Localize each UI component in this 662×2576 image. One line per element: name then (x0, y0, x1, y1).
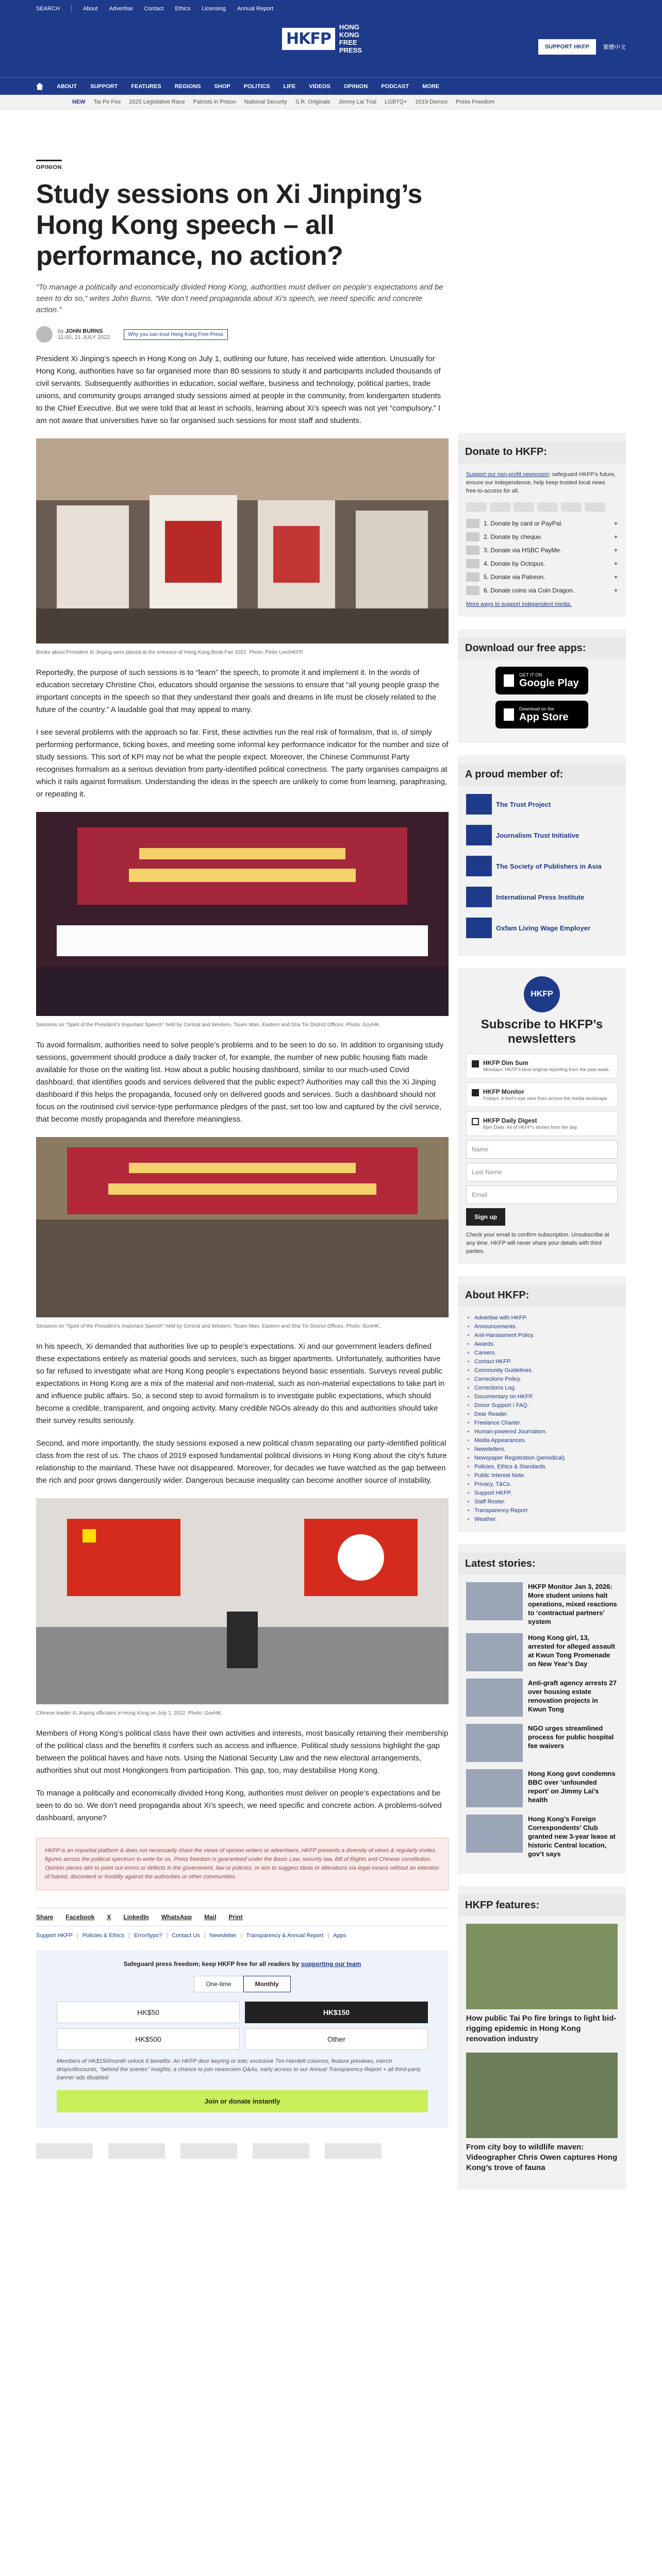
about-link[interactable]: • Anti-Harassment Policy. (474, 1331, 618, 1340)
top-link-about[interactable]: About (82, 6, 98, 12)
apps-card (458, 629, 626, 743)
member-name: The Trust Project (496, 800, 551, 808)
footer-link[interactable]: Newsletter (209, 1933, 237, 1939)
main-nav (0, 77, 662, 95)
card-icon (514, 502, 534, 512)
nav-regions[interactable]: REGIONS (174, 83, 201, 90)
share-bar (36, 1908, 449, 1926)
author-avatar (36, 326, 53, 343)
member-name: International Press Institute (496, 893, 585, 901)
byline (36, 326, 449, 343)
latest-title: Latest stories: (458, 1553, 626, 1575)
app-store-label: App Store (519, 711, 569, 723)
newsletter-name: HKFP Daily Digest (483, 1117, 537, 1124)
expand-icon: + (614, 573, 618, 581)
donate-option-label: 1. Donate by card or PayPal. (484, 520, 563, 527)
donate-option[interactable] (466, 559, 618, 568)
logo-name (339, 23, 380, 54)
expand-icon: + (614, 533, 618, 540)
share-facebook[interactable]: Facebook (65, 1913, 95, 1921)
member-name: The Society of Publishers in Asia (496, 862, 602, 870)
about-link[interactable]: • Contact HKFP. (474, 1358, 618, 1366)
top-link-licensing[interactable]: Licensing (202, 6, 226, 12)
about-list (466, 1314, 618, 1524)
support-header-text: Safeguard press freedom; keep HKFP free for all readers by (123, 1960, 300, 1968)
opinion-disclaimer: HKFP is an impartial platform & does not necessarily share the views of opinion writers or advertisers. HKFP presents a diversity of views & regularly invites figures across the political spectrum to write for us. Press freedom is guaranteed under the Basic Law, security law, Bill of Rights and Chinese constitution. Opinion pieces aim to point out errors or defects in the government, law or policies, or aim to suggest ideas or alterations via legal means without an intention of hatred, discontent or hostility against the authorities or other communities. (36, 1838, 449, 1890)
sopa-logo (466, 856, 492, 876)
member-name: Journalism Trust Initiative (496, 831, 580, 839)
logo-mark: HKFP (282, 28, 335, 50)
about-link[interactable]: • Newspaper Registration (periodical). (474, 1454, 618, 1463)
photo-caption: Books about President Xi Jinping were placed at the entrance of Hong Kong Book Fair 2022. Photo: Peter Lee/HKFP. (36, 650, 304, 655)
support-header (57, 1960, 428, 1968)
footer-link[interactable]: Support HKFP (36, 1933, 73, 1939)
trending-item[interactable]: S.R. Originals (295, 98, 330, 105)
member-name: Oxfam Living Wage Employer (496, 924, 591, 932)
about-link[interactable]: • Policies, Ethics & Standards. (474, 1463, 618, 1471)
logo-line-1: HONG KONG (339, 23, 359, 39)
latest-story[interactable] (466, 1724, 618, 1762)
about-link[interactable]: • Freelance Charter. (474, 1419, 618, 1428)
donate-option[interactable] (466, 532, 618, 541)
story-thumbnail (466, 1633, 523, 1671)
donate-card (458, 433, 626, 617)
article-kicker[interactable]: OPINION (36, 160, 62, 171)
donate-option-label: 4. Donate by Octopus. (484, 560, 545, 567)
article-standfirst: “To manage a politically and economically divided Hong Kong, authorities must deliver on people’s expectations and be seen to do so,” writes John Burns. “We don’t need propaganda about Xi’s speech, we need specific and concrete action.” (36, 283, 443, 314)
share-mail[interactable]: Mail (204, 1913, 217, 1921)
photo-caption: Sessions on “Spirit of the President’s Important Speech” held by Central and Western, Tsuen Wan, Eastern and Sha Tin District Offices. Photo: GovHK. (36, 1022, 381, 1028)
apps-title: Download our free apps: (458, 637, 626, 659)
newsletter-option[interactable] (466, 1054, 618, 1078)
more-ways-link[interactable]: More ways to support independent media. (466, 601, 572, 607)
member-perks: Members of HK$150/month unlock 6 benefits: An HKFP door keyring or tote; exclusive Tim Hamlett columns, feature previews, merch drops/discounts, “behind the scenes” insights; a chance to join newsroom Q&As, early access to our Annual Transparency Report + all third-party banner ads disabled. (57, 2058, 421, 2081)
feature-title: How public Tai Po fire brings to light bid-rigging epidemic in Hong Kong renovation industry (466, 2014, 617, 2043)
share-linkedin[interactable]: LinkedIn (123, 1913, 149, 1921)
newsletter-desc: Fridays: A bird’s-eye view from across the media landscape. (483, 1096, 609, 1101)
logo-line-2: FREE PRESS (339, 39, 362, 54)
paragraph: President Xi Jinping’s speech in Hong Kong on July 1, outlining our future, has received wide attention. Unusually for Hong Kong, authorities have so far organised more than 80 sessions to study it and participants included thousands of civil servants. Subsequently authorities in education, social welfare, business and technology, political parties, trade unions, and community groups arranged study sessions aimed at people in the community, from kindergarten students to the Chief Executive. But we were told that at least in schools, learning about Xi’s speech was not yet “compulsory.” I am not aware that universities have so far organised such sessions for most staff and students. (36, 354, 441, 425)
support-team-link[interactable]: supporting our team (301, 1960, 361, 1968)
about-link[interactable]: • Community Guidelines. (474, 1366, 618, 1375)
expand-icon: + (614, 587, 618, 594)
nav-shop[interactable]: SHOP (214, 83, 230, 90)
share-label: Share (36, 1913, 54, 1921)
about-card (458, 1276, 626, 1532)
nav-opinion[interactable]: OPINION (343, 83, 368, 90)
about-link[interactable]: • Dear Reader. (474, 1410, 618, 1419)
share-whatsapp[interactable]: WhatsApp (161, 1913, 192, 1921)
freq-one-time[interactable]: One-time (194, 1976, 243, 1992)
member-logo[interactable] (466, 917, 618, 939)
join-donate-button[interactable]: Join or donate instantly (57, 2090, 428, 2112)
donate-title: Donate to HKFP: (458, 441, 626, 463)
newsletter-note: Check your email to confirm subscription. Unsubscribe at any time. HKFP will never share your details with third parties. (466, 1232, 609, 1255)
about-link[interactable]: • Awards. (474, 1340, 618, 1349)
google-play-label: Google Play (519, 677, 579, 689)
donate-option[interactable] (466, 519, 618, 528)
feature-thumbnail (466, 2053, 618, 2138)
article-footer-links: Support HKFP | Policies & Ethics | Error/typo? | Contact Us | Newsletter | Transparency & Annual Report | Apps (36, 1933, 346, 1939)
latest-card (458, 1545, 626, 1874)
card-icon (585, 502, 605, 512)
about-link[interactable]: • Support HKFP. (474, 1489, 618, 1498)
frequency-toggle (57, 1976, 428, 1992)
trending-item[interactable]: 2025 Legislative Race (129, 98, 185, 105)
donate-option-label: 5. Donate via Patreon. (484, 573, 545, 581)
article-title: Study sessions on Xi Jinping’s Hong Kong speech – all performance, no action? (36, 179, 422, 271)
card-icon (561, 502, 582, 512)
card-icon (466, 519, 479, 528)
footer-link[interactable]: Contact Us (172, 1933, 200, 1939)
about-link[interactable]: • Transparency Report. (474, 1506, 618, 1515)
apple-icon (504, 708, 514, 721)
partner-logo (108, 2143, 165, 2159)
about-title: About HKFP: (458, 1284, 626, 1307)
newsletter-title: Subscribe to HKFP’s newsletters (481, 1018, 603, 1046)
features-title: HKFP features: (458, 1894, 626, 1917)
expand-icon: + (614, 520, 618, 527)
search-link[interactable]: SEARCH (36, 6, 60, 12)
hkfp-logo[interactable] (282, 22, 380, 56)
photo-study-session-1 (36, 812, 449, 1029)
octopus-icon (466, 559, 479, 568)
checkbox-checked[interactable] (472, 1060, 479, 1067)
nav-life[interactable]: LIFE (283, 83, 296, 90)
member-logo[interactable] (466, 824, 618, 846)
latest-story[interactable] (466, 1815, 618, 1858)
study-session-image (36, 812, 449, 1016)
trust-badge[interactable]: Why you can trust Hong Kong Free Press (124, 329, 228, 340)
features-card (458, 1886, 626, 2190)
latest-story[interactable] (466, 1582, 618, 1626)
top-link-contact[interactable]: Contact (144, 6, 164, 12)
paragraph: I see several problems with the approach so far. First, these activities run the real risk of formalism, that is, of simply performing performance, ticking boxes, and meeting some informal key performance indicator for the number and size of study sessions. This sort of KPI may not be what the people expect. Moreover, the Chinese Communist Party recognises formalism as a serious deviation from party-identified political correctness. The party organises campaigns at which it rails against formalism. Understanding the ideas in the speech are unlikely to come from learning, paraphrasing, or repeating it. (36, 728, 449, 799)
first-name-input[interactable]: Name (466, 1140, 618, 1159)
coin-icon (466, 586, 479, 595)
feature-thumbnail (466, 1924, 618, 2009)
trending-item[interactable]: LGBTQ+ (385, 98, 407, 105)
newsletter-name: HKFP Dim Sum (483, 1059, 528, 1066)
trending-item[interactable]: National Security (244, 98, 287, 105)
feature-story[interactable] (466, 1924, 618, 2044)
payme-icon (466, 546, 479, 555)
donate-intro-text: : safeguard HKFP’s future, ensure our independence, help keep trusted local news free-to-access for all. (466, 471, 616, 494)
amount-option[interactable]: HK$500 (57, 2028, 240, 2050)
header-actions (538, 39, 626, 55)
app-store-button[interactable] (495, 701, 588, 728)
footer-link[interactable]: Policies & Ethics (82, 1933, 125, 1939)
nav-more[interactable]: MORE (422, 83, 440, 90)
google-play-small: GET IT ON (519, 672, 542, 677)
article-date: 11:00, 21 JULY 2022 (58, 334, 110, 341)
trending-item[interactable]: Jimmy Lai Trial (338, 98, 377, 105)
partner-logo (325, 2143, 382, 2159)
about-link[interactable]: • Media Appearances. (474, 1436, 618, 1445)
newsletter-logo: HKFP (524, 976, 560, 1012)
freq-monthly[interactable]: Monthly (243, 1976, 291, 1992)
donate-option-label: 3. Donate via HSBC PayMe. (484, 547, 562, 554)
paragraph: To manage a politically and economically divided Hong Kong, authorities must deliver on people’s expectations and be seen to do so. We don’t need propaganda about Xi’s speech, we need specific and concrete action. A problems-solved dashboard, anyone? (36, 1789, 442, 1822)
member-logo[interactable] (466, 886, 618, 908)
oxfam-logo (466, 918, 492, 938)
amount-option-other[interactable]: Other (245, 2028, 428, 2050)
sidebar (458, 433, 626, 2202)
story-thumbnail (466, 1582, 523, 1620)
card-icon (537, 502, 558, 512)
donate-option[interactable] (466, 572, 618, 582)
support-box (36, 1950, 449, 2128)
paragraph: Second, and more importantly, the study sessions exposed a new political chasm separating our party-identified political class from the rest of us. The chaos of 2019 exposed fundamental political divisions in Hong Kong about the city’s future relationship to the mainland. These have not disappeared. Moreover, for decades we have watched as the gap between the rich and poor grows dangerously wider. Dangerous because inequality can become another source of instability. (36, 1439, 447, 1485)
support-hkfp-button[interactable]: SUPPORT HKFP (538, 39, 596, 55)
jti-logo (466, 825, 492, 845)
donate-option-label: 6. Donate coins via Coin Dragon. (484, 587, 575, 594)
about-link[interactable]: • Weather. (474, 1515, 618, 1524)
trending-new-label: NEW (72, 98, 86, 105)
trust-project-logo (466, 794, 492, 815)
study-session-image (36, 1137, 449, 1317)
photo-study-session-2 (36, 1137, 449, 1330)
divider (71, 5, 72, 12)
app-store-small: Download on the (519, 706, 554, 711)
card-icon (490, 502, 510, 512)
about-link[interactable]: • Newsletters. (474, 1445, 618, 1454)
cheque-icon (466, 532, 479, 541)
about-link[interactable]: • Public Interest Note. (474, 1471, 618, 1480)
latest-story[interactable] (466, 1633, 618, 1671)
expand-icon: + (614, 547, 618, 554)
payment-logos (466, 502, 618, 512)
member-card (458, 755, 626, 956)
trending-item[interactable]: Patriots in Prison (193, 98, 236, 105)
masthead (276, 0, 386, 77)
top-link-ethics[interactable]: Ethics (175, 6, 191, 12)
trending-item[interactable]: Press Freedom (456, 98, 495, 105)
trending-bar (0, 95, 662, 109)
paragraph: Members of Hong Kong’s political class have their own activities and interests, most basically retaining their membership of the political class and the benefits it confers such as access and influence. Political study sessions highlight the gap between the political haves and have nots. Using the National Security Law and the new electoral arrangements, authorities shut out most Hongkongers from participation. This gap, too, may destabilise Hong Kong. (36, 1729, 449, 1775)
about-link[interactable]: • Advertise with HKFP. (474, 1314, 618, 1323)
card-icon (466, 502, 487, 512)
google-play-button[interactable] (495, 667, 588, 694)
language-switch[interactable]: 繁體中文 (603, 44, 626, 50)
story-thumbnail (466, 1679, 523, 1717)
donate-intro-link[interactable]: Support our non-profit newsroom (466, 471, 549, 478)
byline-text (58, 328, 110, 341)
donate-option[interactable] (466, 586, 618, 595)
story-title: Hong Kong’s Foreign Correspondents’ Club granted new 3-year lease at historic Central location, gov’t says (528, 1815, 616, 1858)
donate-option[interactable] (466, 546, 618, 555)
trending-item[interactable]: 2019 Demos (415, 98, 448, 105)
newsletter-desc: Mondays: HKFP’s best original reporting from the past week. (483, 1067, 610, 1072)
last-name-input[interactable]: Last Name (466, 1163, 618, 1181)
photo-book-fair (36, 438, 449, 656)
byline-by: by (58, 328, 64, 334)
top-link-advertise[interactable]: Advertise (109, 6, 133, 12)
feature-story[interactable] (466, 2053, 618, 2173)
newsletter-card (458, 968, 626, 1264)
about-link[interactable]: • Human-powered Journalism. (474, 1428, 618, 1436)
newsletter-name: HKFP Monitor (483, 1088, 524, 1095)
paragraph: To avoid formalism, authorities need to solve people’s problems and to be seen to do so. In addition to organising study sessions, government should produce a daily tracker of, for example, the number of new public housing flats made available for those on the waiting list. How about a public housing dashboard, similar to our much-used Covid dashboard, that identifies goods and services delivered that the public expect? Authorities may call this the Xi Jinping dashboard if this helps the propaganda, focused only on delivered goods and services. Such a dashboard should not focus on the routinised civil service-type performance pledges of the past, set too low and captured by the civil service, that become mostly propaganda and therefore meaningless. (36, 1041, 444, 1124)
partner-logo (253, 2143, 309, 2159)
nav-support[interactable]: SUPPORT (90, 83, 118, 90)
story-thumbnail (466, 1815, 523, 1853)
checkbox[interactable] (472, 1118, 479, 1125)
story-thumbnail (466, 1724, 523, 1762)
newsletter-option[interactable] (466, 1082, 618, 1107)
email-input[interactable]: Email (466, 1185, 618, 1204)
donate-option-label: 2. Donate by cheque. (484, 533, 543, 540)
about-link[interactable]: • Announcements. (474, 1323, 618, 1331)
story-title: Anti-graft agency arrests 27 over housing estate renovation projects in Kwun Tong (528, 1679, 617, 1713)
nav-features[interactable]: FEATURES (131, 83, 161, 90)
feature-title: From city boy to wildlife maven: Videographer Chris Owen captures Hong Kong’s trove of fauna (466, 2143, 618, 2172)
amount-option[interactable]: HK$50 (57, 2002, 240, 2023)
checkbox-checked[interactable] (472, 1089, 479, 1096)
footer-link[interactable]: Error/typo? (134, 1933, 162, 1939)
signup-button[interactable]: Sign up (466, 1208, 505, 1226)
footer-link[interactable]: Apps (333, 1933, 346, 1939)
about-link[interactable]: • Careers. (474, 1349, 618, 1358)
about-link[interactable]: • Donor Support / FAQ. (474, 1401, 618, 1410)
story-thumbnail (466, 1769, 523, 1807)
xi-jinping-image (36, 1498, 449, 1704)
partner-logos (36, 2143, 449, 2159)
article (36, 160, 449, 2159)
photo-caption: Chinese leader Xi Jinping officiates in Hong Kong on July 1, 2022. Photo: GovHK. (36, 1710, 223, 1716)
amount-grid (57, 2002, 428, 2050)
photo-xi-jinping (36, 1498, 449, 1717)
nav-podcast[interactable]: PODCAST (381, 83, 409, 90)
nav-about[interactable]: ABOUT (57, 83, 77, 90)
expand-icon: + (614, 560, 618, 567)
top-link-annual-report[interactable]: Annual Report (237, 6, 274, 12)
home-icon[interactable] (36, 83, 43, 90)
author-name[interactable]: JOHN BURNS (65, 328, 103, 334)
member-title: A proud member of: (458, 764, 626, 786)
amount-option-selected[interactable]: HK$150 (245, 2002, 428, 2023)
footer-link[interactable]: Transparency & Annual Report (246, 1933, 324, 1939)
about-link[interactable]: • Corrections Policy. (474, 1375, 618, 1384)
photo-caption: Sessions on “Spirit of the President’s Important Speech” held by Central and Western, Tsuen Wan, Eastern and Sha Tin District Offices. Photo: GovHK. (36, 1324, 381, 1329)
about-link[interactable]: • Documentary on HKFP. (474, 1393, 618, 1401)
member-logo[interactable] (466, 855, 618, 877)
book-fair-image (36, 438, 449, 643)
google-play-icon (504, 674, 514, 687)
story-title: HKFP Monitor Jan 3, 2026: More student unions halt operations, mixed reactions to ‘contractual partners’ system (528, 1583, 617, 1625)
patreon-icon (466, 572, 479, 582)
nav-politics[interactable]: POLITICS (243, 83, 270, 90)
newsletter-option[interactable] (466, 1111, 618, 1136)
nav-videos[interactable]: VIDEOS (309, 83, 330, 90)
share-x[interactable]: X (107, 1913, 111, 1921)
partner-logo (180, 2143, 237, 2159)
about-link[interactable]: • Staff Roster. (474, 1498, 618, 1506)
paragraph: In his speech, Xi demanded that authorities live up to people’s expectations. Xi and our government leaders defined these expectations entirely as material goods and services, such as bigger apartments. Unfortunately, authorities have so far refused to investigate what are Hong Kong people’s expectations beyond basic essentials. Surveys reveal public expectations in Hong Kong are a mix of the material and non-material, such as non-material expectations to take part in and influence public affairs. So, a second step to avoid formalism is to investigate public expectations, which should become a credible, transparent, and ongoing activity. Many credible NGOs already do this and authorities should take their survey results seriously. (36, 1342, 445, 1425)
story-title: Hong Kong girl, 13, arrested for alleged assault at Kwun Tong Promenade on New Year’s Day (528, 1634, 616, 1668)
story-title: Hong Kong govt condemns BBC over ‘unfounded report’ on Jimmy Lai’s health (528, 1770, 616, 1804)
paragraph: Reportedly, the purpose of such sessions is to “learn” the speech, to promote it and implement it. In the words of education secretary Christine Choi, educators should organise the sessions to ensure that “all young people grasp the important concepts in the speech so that they understand their goals and dreams in life must be closely related to the future of the country.” A laudable goal that may appeal to many. (36, 668, 440, 714)
story-title: NGO urges streamlined process for public hospital fee waivers (528, 1724, 614, 1750)
about-link[interactable]: • Corrections Log. (474, 1384, 618, 1393)
partner-logo (36, 2143, 93, 2159)
newsletter-desc: 8pm Daily: All of HKFP’s stories from the day. (483, 1125, 578, 1130)
member-logo[interactable] (466, 793, 618, 816)
donate-intro (466, 470, 618, 495)
latest-story[interactable] (466, 1679, 618, 1717)
latest-story[interactable] (466, 1769, 618, 1807)
ipi-logo (466, 887, 492, 907)
about-link[interactable]: • Privacy, T&Cs. (474, 1480, 618, 1489)
share-print[interactable]: Print (228, 1913, 243, 1921)
trending-item[interactable]: Tai Po Fire (93, 98, 121, 105)
